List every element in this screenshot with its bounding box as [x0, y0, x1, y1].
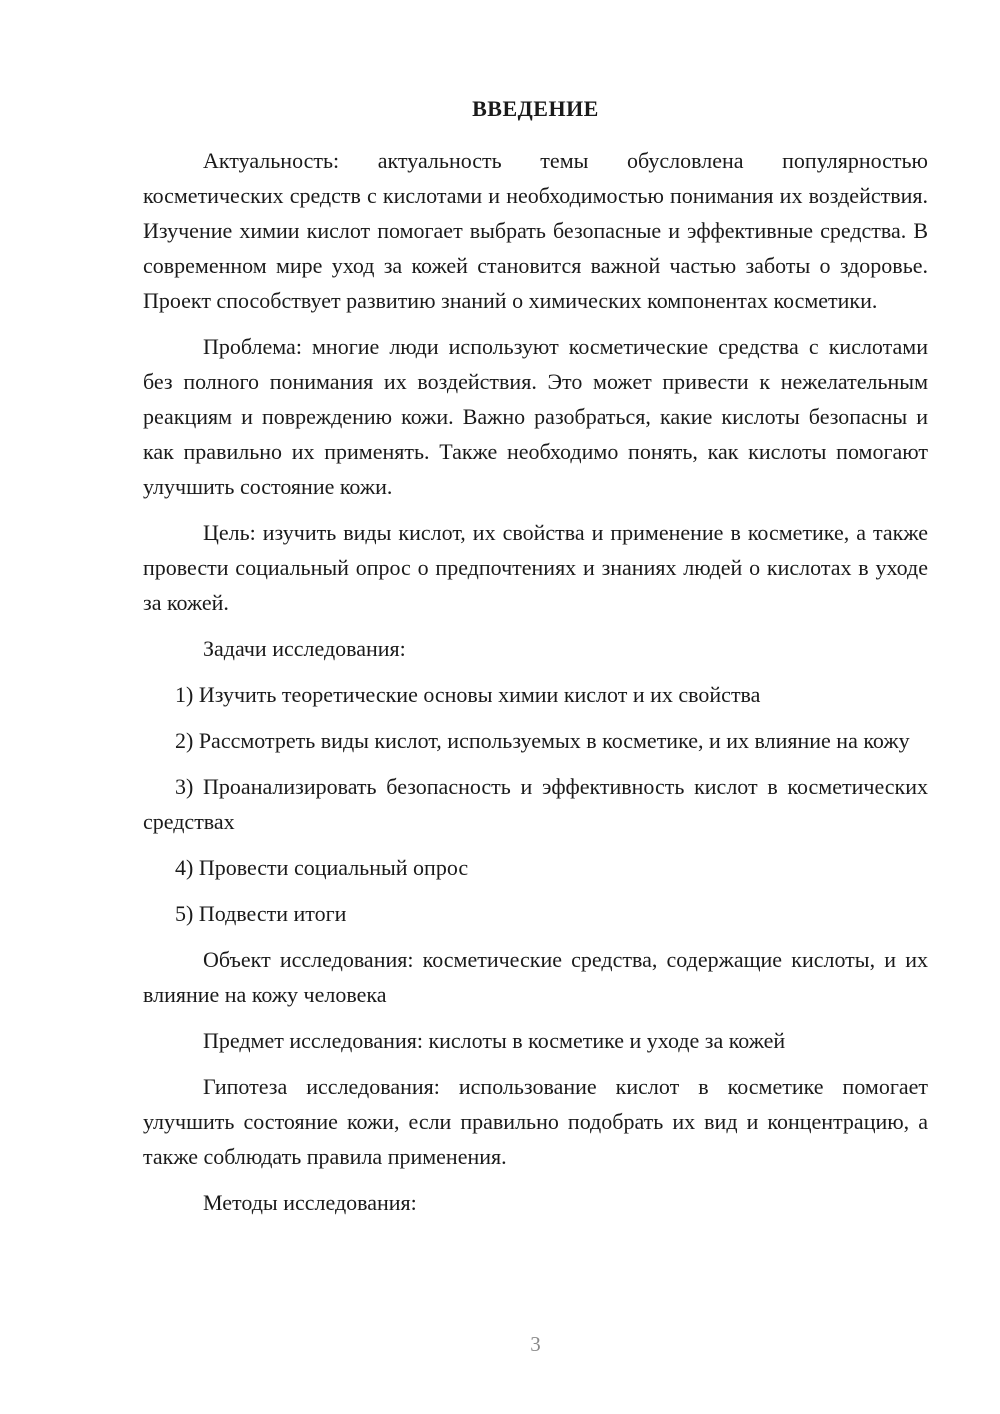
- object-paragraph: Объект исследования: косметические средства, содержащие кислоты, и их влияние на кожу человека: [143, 947, 928, 1007]
- task-item: 5) Подвести итоги: [175, 901, 347, 926]
- section-title: ВВЕДЕНИЕ: [472, 96, 599, 121]
- hypothesis-paragraph: Гипотеза исследования: использование кислот в косметике помогает улучшить состояние кожи, если правильно подобрать их вид и концентрацию, а также соблюдать правила применения.: [143, 1074, 928, 1169]
- task-item: 1) Изучить теоретические основы химии кислот и их свойства: [175, 682, 761, 707]
- goal-paragraph: Цель: изучить виды кислот, их свойства и применение в косметике, а также провести социальный опрос о предпочтениях и знаниях людей о кислотах в уходе за кожей.: [143, 520, 928, 615]
- task-item: 3) Проанализировать безопасность и эффективность кислот в косметических средствах: [143, 774, 928, 834]
- task-item: 2) Рассмотреть виды кислот, используемых в косметике, и их влияние на кожу: [175, 728, 910, 753]
- page-number: 3: [530, 1332, 541, 1356]
- document-body: [143, 143, 928, 1231]
- methods-heading: Методы исследования:: [203, 1190, 417, 1215]
- document-page: [143, 0, 928, 1414]
- relevance-paragraph: Актуальность: актуальность темы обусловлена популярностью косметических средств с кислотами и необходимостью понимания их воздействия. Изучение химии кислот помогает выбрать безопасные и эффективные средства. В современном мире уход за кожей становится важной частью заботы о здоровье. Проект способствует развитию знаний о химических компонентах косметики.: [143, 148, 928, 313]
- subject-paragraph: Предмет исследования: кислоты в косметике и уходе за кожей: [203, 1028, 786, 1053]
- task-item: 4) Провести социальный опрос: [175, 855, 469, 880]
- tasks-heading: Задачи исследования:: [203, 636, 406, 661]
- tasks-list: [143, 677, 928, 931]
- problem-paragraph: Проблема: многие люди используют косметические средства с кислотами без полного понимания их воздействия. Это может привести к нежелательным реакциям и повреждению кожи. Важно разобраться, какие кислоты безопасны и как правильно их применять. Также необходимо понять, как кислоты помогают улучшить состояние кожи.: [143, 334, 928, 499]
